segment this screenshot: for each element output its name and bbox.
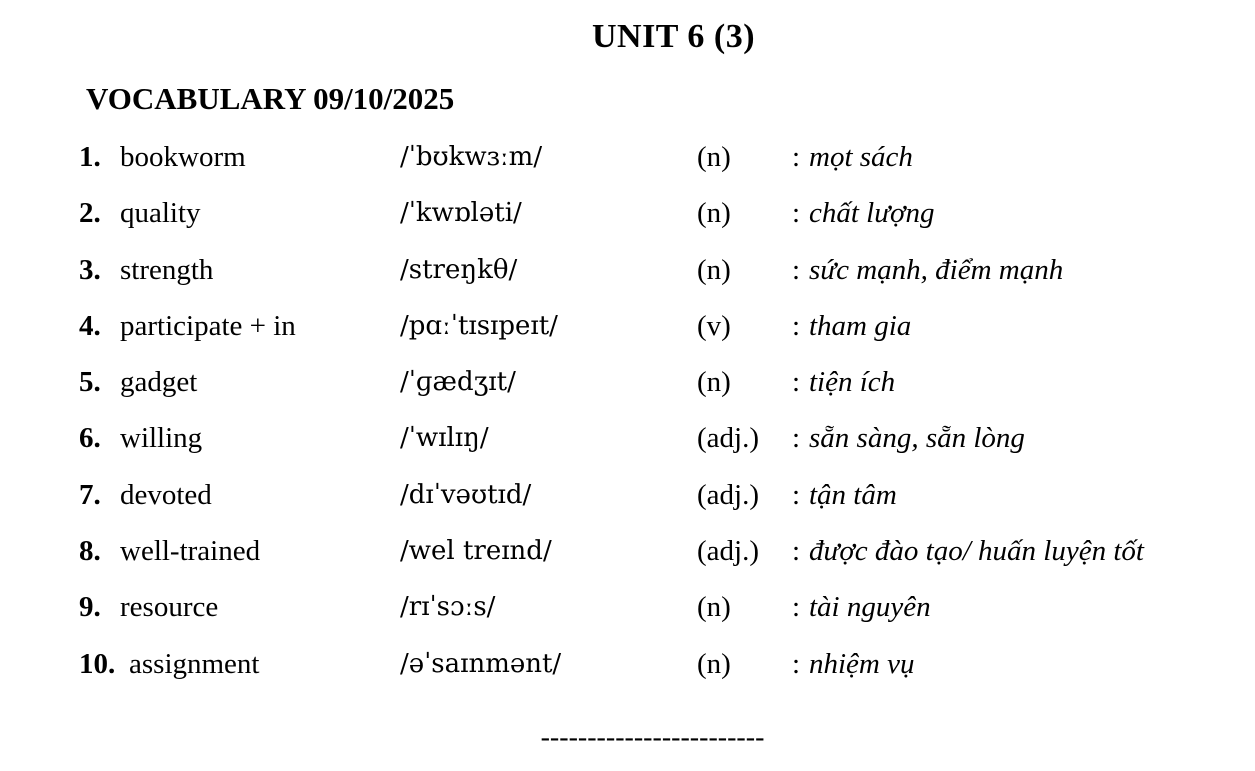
vocab-word: devoted	[120, 478, 212, 511]
item-number: 2.	[79, 197, 101, 230]
colon-separator: :	[792, 366, 801, 399]
vocab-meaning: chất lượng	[809, 197, 935, 230]
vocab-row	[0, 306, 1255, 362]
vocab-part-of-speech: (adj.)	[697, 535, 759, 568]
item-number: 5.	[79, 366, 101, 399]
vocab-word: well-trained	[120, 535, 261, 568]
vocab-word: participate + in	[120, 309, 296, 342]
vocab-word: resource	[120, 591, 219, 624]
item-number: 7.	[79, 478, 101, 511]
vocab-meaning: nhiệm vụ	[809, 647, 915, 680]
vocab-meaning: tham gia	[809, 309, 912, 342]
vocab-row	[0, 587, 1255, 643]
vocab-part-of-speech: (n)	[697, 366, 731, 399]
vocab-meaning: được đào tạo/ huấn luyện tốt	[809, 535, 1144, 568]
vocab-pronunciation: /streŋkθ/	[400, 254, 518, 285]
vocab-meaning: mọt sách	[809, 141, 913, 173]
vocab-word: quality	[120, 197, 201, 230]
vocab-pronunciation: /rɪˈsɔːs/	[400, 592, 496, 623]
colon-separator: :	[792, 141, 801, 173]
vocab-meaning: sẵn sàng, sẵn lòng	[809, 422, 1025, 455]
vocab-pronunciation: /wel treɪnd/	[400, 536, 552, 567]
vocab-part-of-speech: (n)	[697, 591, 731, 624]
vocab-part-of-speech: (n)	[697, 141, 731, 173]
vocab-pronunciation: /ˈwɪlɪŋ/	[400, 423, 489, 454]
vocabulary-heading: VOCABULARY 09/10/2025	[86, 81, 455, 116]
dashed-separator: ------------------------	[540, 722, 765, 753]
page-title: UNIT 6 (3)	[591, 18, 756, 55]
vocab-word: bookworm	[120, 141, 246, 173]
vocab-pronunciation: /ˈɡædʒɪt/	[400, 367, 516, 398]
vocab-meaning: tài nguyên	[809, 591, 931, 624]
colon-separator: :	[792, 535, 801, 568]
colon-separator: :	[792, 647, 801, 680]
vocab-part-of-speech: (n)	[697, 647, 731, 680]
vocab-row	[0, 137, 1255, 193]
vocab-word: gadget	[120, 366, 198, 399]
item-number: 9.	[79, 591, 101, 624]
item-number: 8.	[79, 535, 101, 568]
item-number: 1.	[79, 141, 101, 173]
vocab-word: strength	[120, 253, 214, 286]
vocab-meaning: tiện ích	[809, 366, 896, 399]
item-number: 3.	[79, 253, 101, 286]
vocab-pronunciation: /pɑːˈtɪsɪpeɪt/	[400, 310, 558, 341]
vocab-part-of-speech: (n)	[697, 197, 731, 230]
vocab-row	[0, 475, 1255, 531]
vocab-row	[0, 193, 1255, 249]
vocab-row	[0, 250, 1255, 306]
vocab-part-of-speech: (v)	[697, 309, 731, 342]
colon-separator: :	[792, 591, 801, 624]
vocab-row	[0, 531, 1255, 587]
colon-separator: :	[792, 309, 801, 342]
item-number: 6.	[79, 422, 101, 455]
vocab-pronunciation: /əˈsaɪnmənt/	[400, 648, 562, 679]
colon-separator: :	[792, 197, 801, 230]
colon-separator: :	[792, 253, 801, 286]
vocab-meaning: tận tâm	[809, 478, 897, 511]
vocab-part-of-speech: (n)	[697, 253, 731, 286]
item-number: 10.	[79, 647, 116, 680]
vocabulary-list	[0, 137, 1255, 700]
vocab-pronunciation: /dɪˈvəʊtɪd/	[400, 479, 532, 510]
colon-separator: :	[792, 478, 801, 511]
vocab-row	[0, 418, 1255, 474]
vocab-row	[0, 644, 1255, 700]
colon-separator: :	[792, 422, 801, 455]
vocab-meaning: sức mạnh, điểm mạnh	[809, 253, 1064, 286]
vocab-word: assignment	[129, 647, 260, 680]
vocab-pronunciation: /ˈkwɒləti/	[400, 198, 522, 229]
vocab-row	[0, 362, 1255, 418]
vocab-part-of-speech: (adj.)	[697, 422, 759, 455]
vocab-pronunciation: /ˈbʊkwɜːm/	[400, 142, 543, 172]
vocab-word: willing	[120, 422, 203, 455]
vocab-part-of-speech: (adj.)	[697, 478, 759, 511]
item-number: 4.	[79, 309, 101, 342]
